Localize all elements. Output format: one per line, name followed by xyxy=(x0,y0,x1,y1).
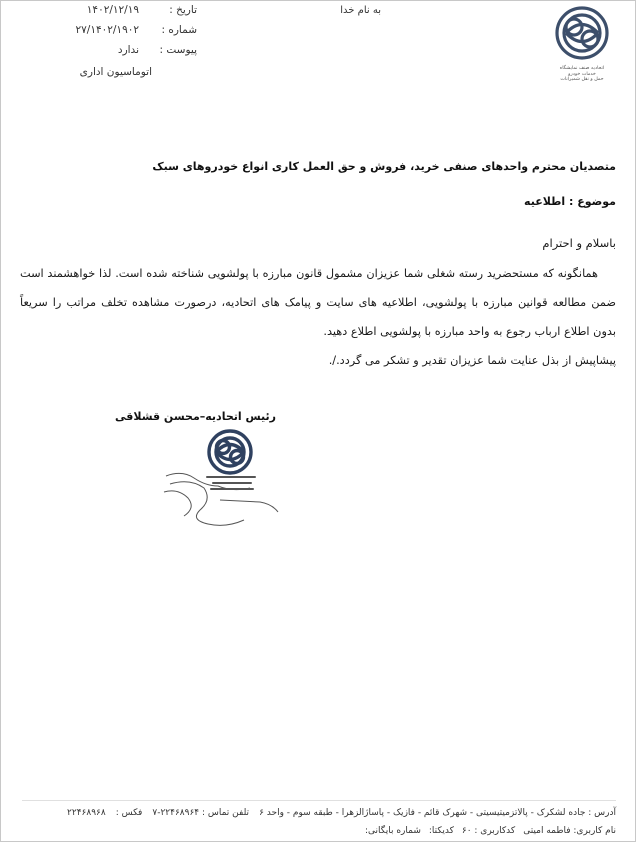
footer-archive-number: شماره بایگانی: xyxy=(364,826,421,836)
number-row xyxy=(76,24,197,36)
attachment-label: پیوست : xyxy=(159,44,197,56)
attachment-row xyxy=(118,44,197,56)
footer-user-code: کدکاربری : ۶۰ xyxy=(461,826,516,836)
logo-caption xyxy=(536,66,628,83)
seal-logo-icon xyxy=(160,428,286,530)
letter-greeting: باسلام و احترام xyxy=(542,236,616,250)
footer-divider xyxy=(22,800,616,801)
logo-caption-line: خدمات خودرو xyxy=(568,71,596,77)
number-value: ۲۷/۱۴۰۲/۱۹۰۲ xyxy=(75,24,139,36)
signature-scribble xyxy=(164,473,278,525)
letter-body xyxy=(20,259,616,375)
footer-branch-code: کدیکتا: xyxy=(428,826,454,836)
footer-user-name: نام کاربری: فاطمه امیتی xyxy=(523,826,616,836)
number-label: شماره : xyxy=(161,24,197,36)
attachment-value: ندارد xyxy=(117,44,139,56)
signer-name: رئیس اتحادیه–محسن قشلاقی xyxy=(115,410,276,423)
letter-paragraph: پیشاپیش از بذل عنایت شما عزیزان تقدیر و تشکر می گردد./. xyxy=(328,354,616,367)
letter-paragraph: همانگونه که مستحضرید رسته شغلی شما عزیزان مشمول قانون مبارزه با پولشویی شناخته شده است. لذا خواهشمند است ضمن مطالعه قوانین مبارزه با پولشویی، اطلاعیه های سایت و پیامک های اتحادیه، درصورت مشاهده تخلف مراتب را سریعاً بدون اطلاع ارباب رجوع به واحد مبارزه با پولشویی اطلاع دهید. xyxy=(20,267,616,338)
footer-address: آدرس : جاده لشکرک - پالاتزمیتیسیتی - شهرک قائم - فازیک - پاساژالزهرا - طبقه سوم - واحد ۶ xyxy=(259,808,616,818)
official-seal xyxy=(160,428,286,530)
date-value: ۱۴۰۲/۱۲/۱۹ xyxy=(86,4,139,16)
union-logo xyxy=(536,4,628,83)
department-label: اتوماسیون اداری xyxy=(79,66,152,78)
footer-fax-label: فکس : xyxy=(115,808,143,818)
logo-caption-line: اتحادیه صنف نمایشگاه xyxy=(559,66,605,71)
letter-addressees: متصدیان محترم واحدهای صنفی خرید، فروش و حق العمل کاری انواع خودروهای سبک xyxy=(152,160,616,173)
footer-address-row xyxy=(67,808,616,818)
date-row xyxy=(87,4,197,16)
bismillah-heading: به نام خدا xyxy=(340,5,381,16)
union-logo-icon xyxy=(536,4,628,62)
date-label: تاریخ : xyxy=(169,4,197,16)
footer-fax-value: ۲۲۴۶۸۹۶۸ xyxy=(67,808,106,818)
logo-caption-line: حمل و نقل شمیرانات xyxy=(560,77,604,83)
footer-phone: تلفن تماس : ۲۲۴۶۸۹۶۴-۷ xyxy=(152,808,250,818)
letter-subject: موضوع : اطلاعیه xyxy=(524,195,616,208)
footer-meta-row xyxy=(365,826,616,836)
